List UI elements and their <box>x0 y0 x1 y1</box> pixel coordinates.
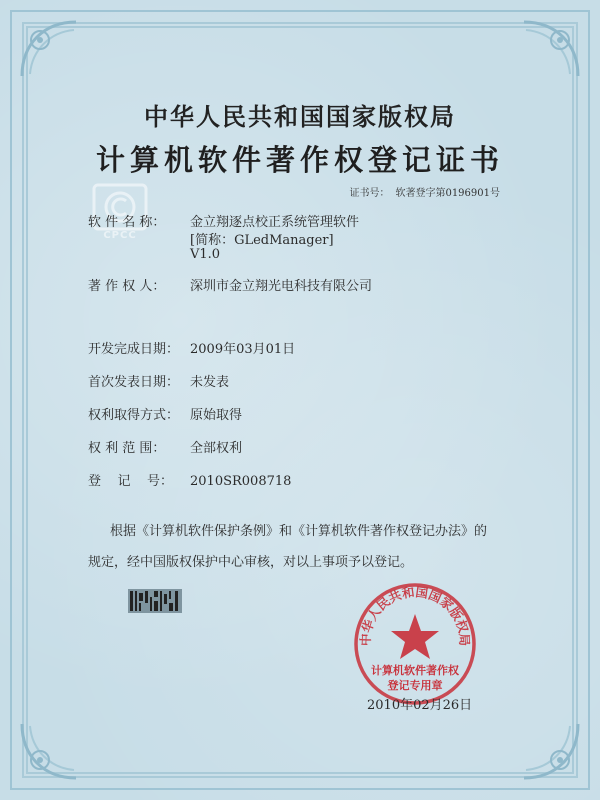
certificate-title: 计算机软件著作权登记证书 <box>95 143 504 177</box>
certificate-number-value: 软著登字第0196901号 <box>395 188 500 199</box>
owner-value: 深圳市金立翔光电科技有限公司 <box>190 279 373 294</box>
statement-line-1-text: 根据《计算机软件保护条例》和《计算机软件著作权登记办法》的 <box>110 524 488 539</box>
software-version: V1.0 <box>190 247 221 262</box>
certificate-number-label: 证书号： <box>349 188 390 199</box>
corner-ornament-icon <box>14 14 84 84</box>
seal-arc-text: 中华人民共和国国家版权局 <box>357 584 473 647</box>
dev-date-label: 开发完成日期： <box>88 342 180 357</box>
inner-border <box>22 22 578 778</box>
corner-ornament-icon <box>14 716 84 786</box>
acquire-method-row <box>88 404 242 423</box>
seal-text-line-2: 登记专用章 <box>387 679 443 692</box>
publish-date-value: 未发表 <box>190 375 230 390</box>
software-name-label: 软 件 名 称： <box>88 215 166 230</box>
registration-number-label: 登 记 号： <box>88 474 174 489</box>
owner-label: 著 作 权 人： <box>88 279 166 294</box>
owner-row <box>88 275 372 294</box>
acquire-method-label: 权利取得方式： <box>88 408 180 423</box>
rights-scope-row <box>88 437 242 456</box>
dev-date-value: 2009年03月01日 <box>190 342 296 357</box>
certificate-number <box>343 184 500 199</box>
registration-number-row <box>88 470 291 489</box>
issuing-authority: 中华人民共和国国家版权局 <box>144 102 456 131</box>
publish-date-label: 首次发表日期： <box>88 375 180 390</box>
statement-line-2: 规定，经中国版权保护中心审核，对以上事项予以登记。 <box>88 555 414 570</box>
software-name-value: 金立翔逐点校正系统管理软件 <box>190 215 360 230</box>
seal-text-line-1: 计算机软件著作权 <box>371 664 459 677</box>
registration-number-value: 2010SR008718 <box>190 474 292 489</box>
acquire-method-value: 原始取得 <box>190 408 243 423</box>
barcode-icon <box>128 589 182 613</box>
rights-scope-value: 全部权利 <box>190 441 243 456</box>
corner-ornament-icon <box>516 14 586 84</box>
software-name-row <box>88 211 359 230</box>
corner-ornament-icon <box>516 716 586 786</box>
issue-date: 2010年02月26日 <box>367 698 473 713</box>
publish-date-row <box>88 371 229 390</box>
software-short-name: [简称：GLedManager] <box>190 233 334 248</box>
rights-scope-label: 权 利 范 围： <box>88 441 166 456</box>
statement-line-1 <box>88 516 538 547</box>
cpcc-logo-text: CPCC <box>103 230 137 241</box>
dev-date-row <box>88 338 295 357</box>
registration-statement <box>88 516 538 578</box>
